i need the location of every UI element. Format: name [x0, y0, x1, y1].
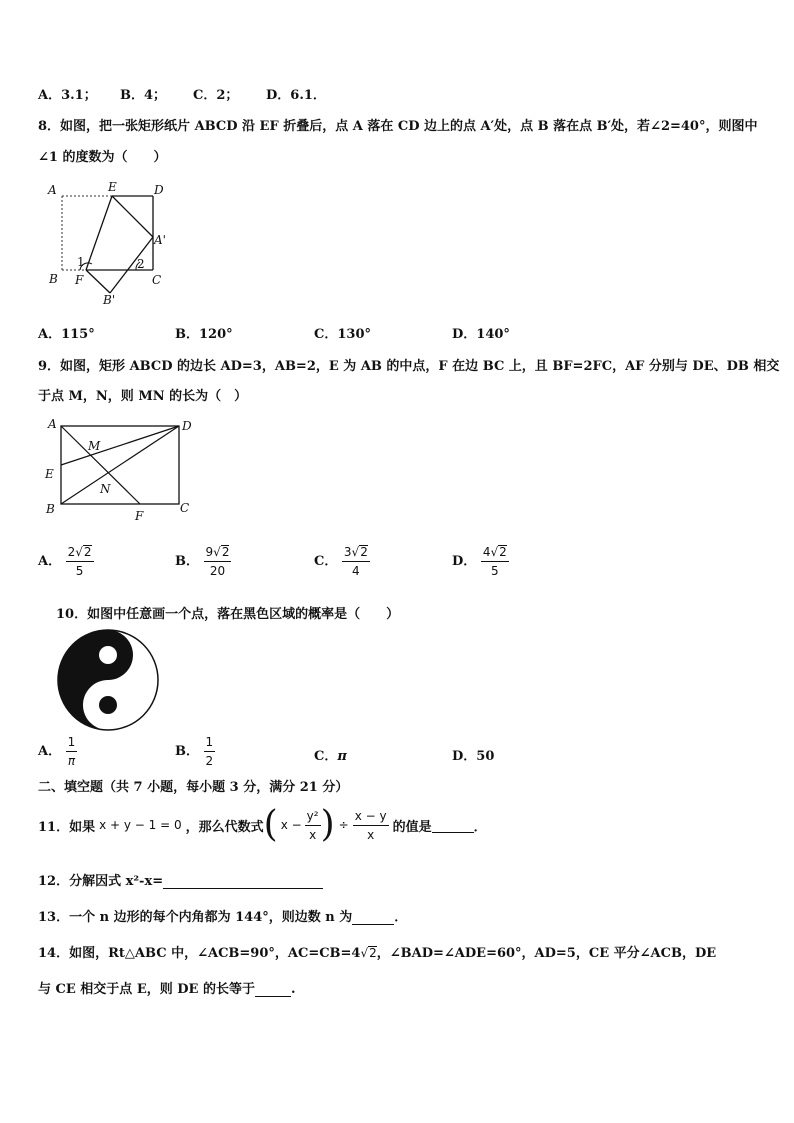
q8-label-b: B [49, 272, 58, 286]
q14-line1: 14．如图，Rt△ABC 中，∠ACB=90°，AC=CB=4√2，∠BAD=∠ADE=60°，AD=5，CE 平分∠ACB，DE [38, 946, 717, 961]
q9-option-b: B． $\frac{9√2}{20}$ [175, 545, 230, 578]
q9-figure [40, 414, 210, 524]
q9-label-c: C [180, 501, 190, 515]
q9-label-n: N [100, 482, 111, 496]
q9-text-line2: 于点 M，N，则 MN 的长为（ ） [38, 389, 248, 404]
q8-label-b-prime: B' [103, 293, 116, 306]
q8-label-a: A [48, 183, 57, 197]
q7-option-b: B．4； [120, 88, 167, 103]
q8-figure [40, 178, 180, 306]
q8-label-angle2: 2 [137, 257, 145, 271]
q8-label-angle1: 1 [77, 255, 85, 269]
q13-line: 13．一个 n 边形的每个内角都为 144°，则边数 n 为 ． [38, 910, 408, 925]
q9-option-a: A． $\frac{2√2}{5}$ [38, 545, 92, 578]
q8-option-b: B．120° [175, 327, 233, 342]
q10-text: 10．如图中任意画一个点，落在黑色区域的概率是（ ） [56, 607, 400, 622]
q7-option-a: A．3.1； [38, 88, 97, 103]
q10-option-c: C．π [314, 749, 347, 764]
q9-label-f: F [135, 509, 144, 523]
q7-option-c: C．2； [193, 88, 239, 103]
q9-label-d: D [182, 419, 192, 433]
q11-answer-blank [432, 818, 474, 833]
q9-label-m: M [88, 439, 101, 453]
q8-label-e: E [108, 180, 117, 194]
q11-line: 11．如果 x + y − 1 = 0 ，那么代数式 ( x − $\frac{\text{y²}}{x}$ ) ÷ $\frac{x - y}{x}$ 的值是 ． [38, 804, 487, 845]
q9-label-e: E [45, 467, 54, 481]
q10-option-d: D．50 [452, 749, 495, 764]
q8-label-a-prime: A' [154, 233, 166, 247]
q8-label-f: F [75, 273, 84, 287]
q9-option-c: C． $\frac{3√2}{4}$ [314, 545, 368, 578]
q9-option-d: D． $\frac{4√2}{5}$ [452, 545, 507, 578]
q10-option-b: B． $\frac{1}{2}$ [175, 735, 214, 768]
q12-answer-blank [163, 874, 323, 889]
q8-option-c: C．130° [314, 327, 371, 342]
q9-label-b: B [46, 502, 55, 516]
q8-option-a: A．115° [38, 327, 95, 342]
q9-label-a: A [48, 417, 57, 431]
q8-label-c: C [152, 273, 162, 287]
q8-option-d: D．140° [452, 327, 510, 342]
q8-text-line1: 8．如图，把一张矩形纸片 ABCD 沿 EF 折叠后，点 A 落在 CD 边上的点 A′处，点 B 落在点 B′处，若∠2=40°，则图中 [38, 119, 758, 134]
q14-line2: 与 CE 相交于点 E，则 DE 的长等于 . [38, 982, 296, 997]
q8-label-d: D [154, 183, 164, 197]
q12-line: 12．分解因式 x²-x= [38, 870, 323, 889]
q13-answer-blank [352, 910, 394, 925]
q8-text-line2: ∠1 的度数为（ ） [38, 150, 167, 165]
q9-text-line1: 9．如图，矩形 ABCD 的边长 AD=3，AB=2，E 为 AB 的中点，F 在边 BC 上，且 BF=2FC，AF 分别与 DE、DB 相交 [38, 359, 780, 374]
q10-option-a: A． $\frac{1}{\pi}$ [38, 735, 76, 768]
q10-yin-yang-figure [56, 628, 160, 732]
section-2-heading: 二、填空题（共 7 小题，每小题 3 分，满分 21 分） [38, 780, 349, 795]
q14-answer-blank [255, 982, 291, 997]
q7-option-d: D．6.1． [266, 88, 326, 103]
